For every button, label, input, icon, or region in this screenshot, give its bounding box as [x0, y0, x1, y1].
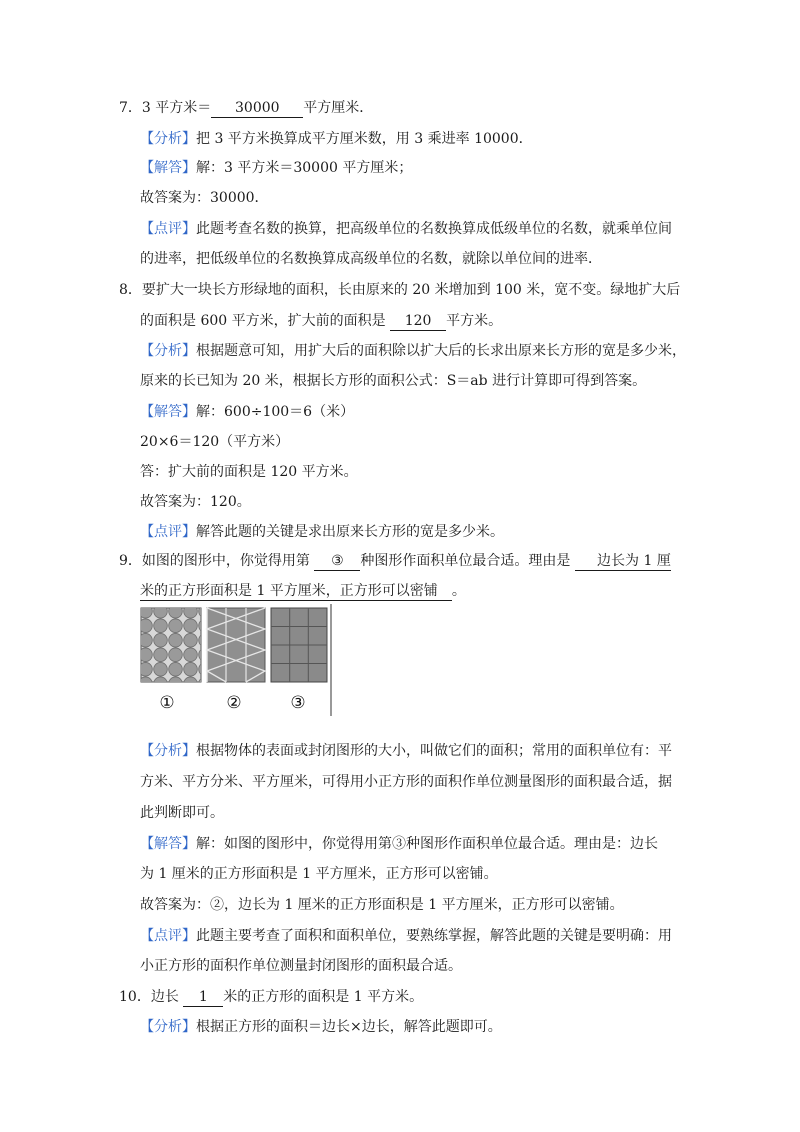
q9-text-post: 。: [451, 583, 466, 599]
circle-tiling-shape: [141, 608, 201, 682]
q7-stem: [119, 98, 373, 118]
q9-text-mid: 种图形作面积单位最合适。理由是: [360, 553, 571, 569]
q9-analysis: [140, 741, 672, 761]
figure-label-1: ①: [159, 693, 175, 713]
q9-stem: [119, 551, 671, 571]
answer-blank: 1: [183, 988, 223, 1007]
analysis-tag: 【分析】: [140, 1019, 196, 1035]
q8-analysis-cont: 原来的长已知为 20 米，根据长方形的面积公式：S＝ab 进行计算即可得到答案。: [140, 373, 647, 389]
triangle-tiling-shape: [207, 608, 265, 682]
square-tiling-shape: [271, 608, 327, 682]
q10-text-post: 米的正方形的面积是 1 平方米。: [223, 989, 424, 1005]
q10-stem: [119, 987, 423, 1007]
q9-solution: [140, 834, 658, 854]
analysis-text: 根据题意可知，用扩大后的面积除以扩大后的长求出原来长方形的宽是多少米，: [196, 343, 686, 359]
comment-text: 此题主要考查了面积和面积单位，要熟练掌握，解答此题的关键是要明确：用: [196, 928, 672, 944]
q9-comment: [140, 926, 672, 946]
analysis-text: 把 3 平方米换算成平方厘米数，用 3 乘进率 10000．: [196, 131, 533, 147]
solution-text: 解：如图的图形中，你觉得用第③种图形作面积单位最合适。理由是：边长: [196, 836, 658, 852]
question-number: 7．: [119, 100, 142, 116]
q9-stem-cont: [140, 581, 466, 601]
q8-stem-cont: [140, 311, 502, 331]
question-number: 10．: [119, 989, 151, 1005]
q7-analysis: [140, 129, 533, 149]
answer-blank: 120: [390, 312, 446, 331]
tiling-figure: [138, 604, 334, 716]
analysis-tag: 【分析】: [140, 343, 196, 359]
analysis-tag: 【分析】: [140, 131, 196, 147]
q9-text: 如图的图形中，你觉得用第: [141, 553, 310, 569]
q8-stem: [119, 280, 680, 300]
analysis-text: 根据正方形的面积＝边长×边长，解答此题即可。: [196, 1019, 502, 1035]
q10-analysis: [140, 1017, 502, 1037]
q7-text: 3 平方米＝: [141, 100, 212, 116]
answer-blank-1: ③: [314, 552, 360, 571]
answer-blank: 30000: [211, 99, 303, 118]
q8-solution-3: 答：扩大前的面积是 120 平方米。: [140, 464, 358, 480]
question-number: 9．: [119, 553, 142, 569]
q8-analysis: [140, 341, 686, 361]
analysis-tag: 【分析】: [140, 743, 196, 759]
solution-text: 解：3 平方米＝30000 平方厘米；: [196, 160, 413, 176]
solution-tag: 【解答】: [140, 836, 196, 852]
q8-solution: [140, 402, 354, 422]
solution-text: 解：600÷100＝6（米）: [196, 404, 355, 420]
q9-comment-2: 小正方形的面积作单位测量封闭图形的面积最合适。: [140, 958, 462, 974]
q8-solution-2: 20×6＝120（平方米）: [140, 434, 290, 450]
q9-final: 故答案为：②，边长为 1 厘米的正方形面积是 1 平方厘米，正方形可以密铺。: [140, 897, 624, 913]
comment-text: 此题考查名数的换算，把高级单位的名数换算成低级单位的名数，就乘单位间: [196, 221, 672, 237]
q8-final: 故答案为：120。: [140, 494, 251, 510]
q9-analysis-2: 方米、平方分米、平方厘米，可得用小正方形的面积作单位测量图形的面积最合适，据: [140, 774, 672, 790]
comment-tag: 【点评】: [140, 928, 196, 944]
q7-final: 故答案为：30000．: [140, 190, 269, 206]
q8-text-2: 的面积是 600 平方米，扩大前的面积是: [140, 313, 386, 329]
answer-blank-2: 边长为 1 厘: [575, 552, 671, 571]
solution-tag: 【解答】: [140, 404, 196, 420]
figure-label-2: ②: [226, 693, 242, 713]
q10-text: 边长: [150, 989, 179, 1005]
q8-comment: [140, 522, 504, 542]
q7-comment-cont: 的进率，把低级单位的名数换算成高级单位的名数，就除以单位间的进率．: [140, 251, 602, 267]
q7-comment: [140, 219, 672, 239]
comment-tag: 【点评】: [140, 221, 196, 237]
comment-text: 解答此题的关键是求出原来长方形的宽是多少米。: [196, 524, 504, 540]
q7-text-post: 平方厘米．: [303, 100, 374, 116]
solution-tag: 【解答】: [140, 160, 196, 176]
q7-solution: [140, 158, 412, 178]
question-number: 8．: [119, 282, 142, 298]
q9-solution-2: 为 1 厘米的正方形面积是 1 平方厘米，正方形可以密铺。: [140, 866, 498, 882]
q8-text-post: 平方米。: [446, 313, 503, 329]
q9-analysis-3: 此判断即可。: [140, 805, 224, 821]
answer-blank-2-cont: 米的正方形面积是 1 平方厘米，正方形可以密铺: [140, 582, 452, 601]
analysis-text: 根据物体的表面或封闭图形的大小，叫做它们的面积；常用的面积单位有：平: [196, 743, 672, 759]
q8-text: 要扩大一块长方形绿地的面积，长由原来的 20 米增加到 100 米，宽不变。绿地扩大后: [141, 282, 681, 298]
comment-tag: 【点评】: [140, 524, 196, 540]
figure-label-3: ③: [290, 693, 306, 713]
